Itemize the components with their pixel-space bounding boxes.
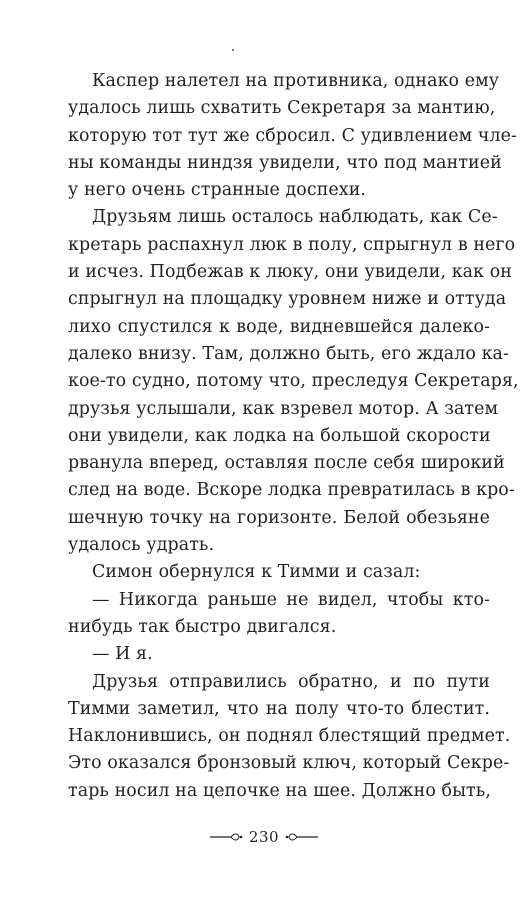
text-line: которую тот тут же сбросил. С удивлением чле- — [68, 125, 518, 146]
text-line: и исчез. Подбежав к люку, они увидели, как он — [68, 262, 512, 283]
page-number: 230 — [248, 828, 280, 846]
text-line: далеко внизу. Там, должно быть, его ждало ка- — [68, 343, 509, 364]
text-line: — И я. — [92, 644, 153, 665]
text-line: Симон обернулся к Тимми и сазал: — [92, 562, 421, 583]
text-line: спрыгнул на площадку уровнем ниже и оттуда — [68, 289, 507, 310]
text-line: удалось лишь схватить Секретаря за мантию, — [68, 98, 496, 119]
top-mark — [232, 49, 234, 51]
text-line: шечную точку на горизонте. Белой обезьяне — [68, 507, 490, 528]
page-body — [68, 68, 519, 805]
text-line: удалось удрать. — [68, 535, 215, 556]
right-ornament-icon — [285, 832, 319, 842]
text-line: Друзьям лишь осталось наблюдать, как Се- — [92, 207, 498, 228]
page-footer — [0, 828, 528, 846]
text-line: след на воде. Вскоре лодка превратилась в кро- — [68, 480, 515, 501]
text-line: Это оказался бронзовый ключ, который Секре- — [68, 753, 510, 774]
text-line: Друзья отправились обратно, и по пути — [92, 671, 490, 692]
text-line: кое-то судно, потому что, преследуя Секретаря, — [68, 371, 519, 392]
text-line: тарь носил на цепочке на шее. Должно быть, — [68, 780, 491, 801]
left-ornament-icon — [209, 832, 243, 842]
text-line: — Никогда раньше не видел, чтобы кто- — [92, 589, 490, 610]
text-line: лихо спустился к воде, видневшейся далеко- — [68, 316, 490, 337]
text-line: они увидели, как лодка на большой скорости — [68, 425, 491, 446]
text-line: у него очень странные доспехи. — [68, 180, 367, 201]
text-line: ны команды ниндзя увидели, что под мантией — [68, 152, 502, 173]
text-line: кретарь распахнул люк в полу, спрыгнул в него — [68, 234, 516, 255]
text-line: Тимми заметил, что на полу что-то блестит. — [68, 698, 490, 719]
text-line: Каспер налетел на противника, однако ему — [92, 71, 500, 91]
text-line: друзья услышали, как взревел мотор. А затем — [68, 398, 499, 419]
text-line: Наклонившись, он поднял блестящий предмет. — [68, 726, 511, 747]
text-line: нибудь так быстро двигался. — [68, 616, 337, 637]
text-line: рванула вперед, оставляя после себя широкий — [68, 453, 505, 474]
